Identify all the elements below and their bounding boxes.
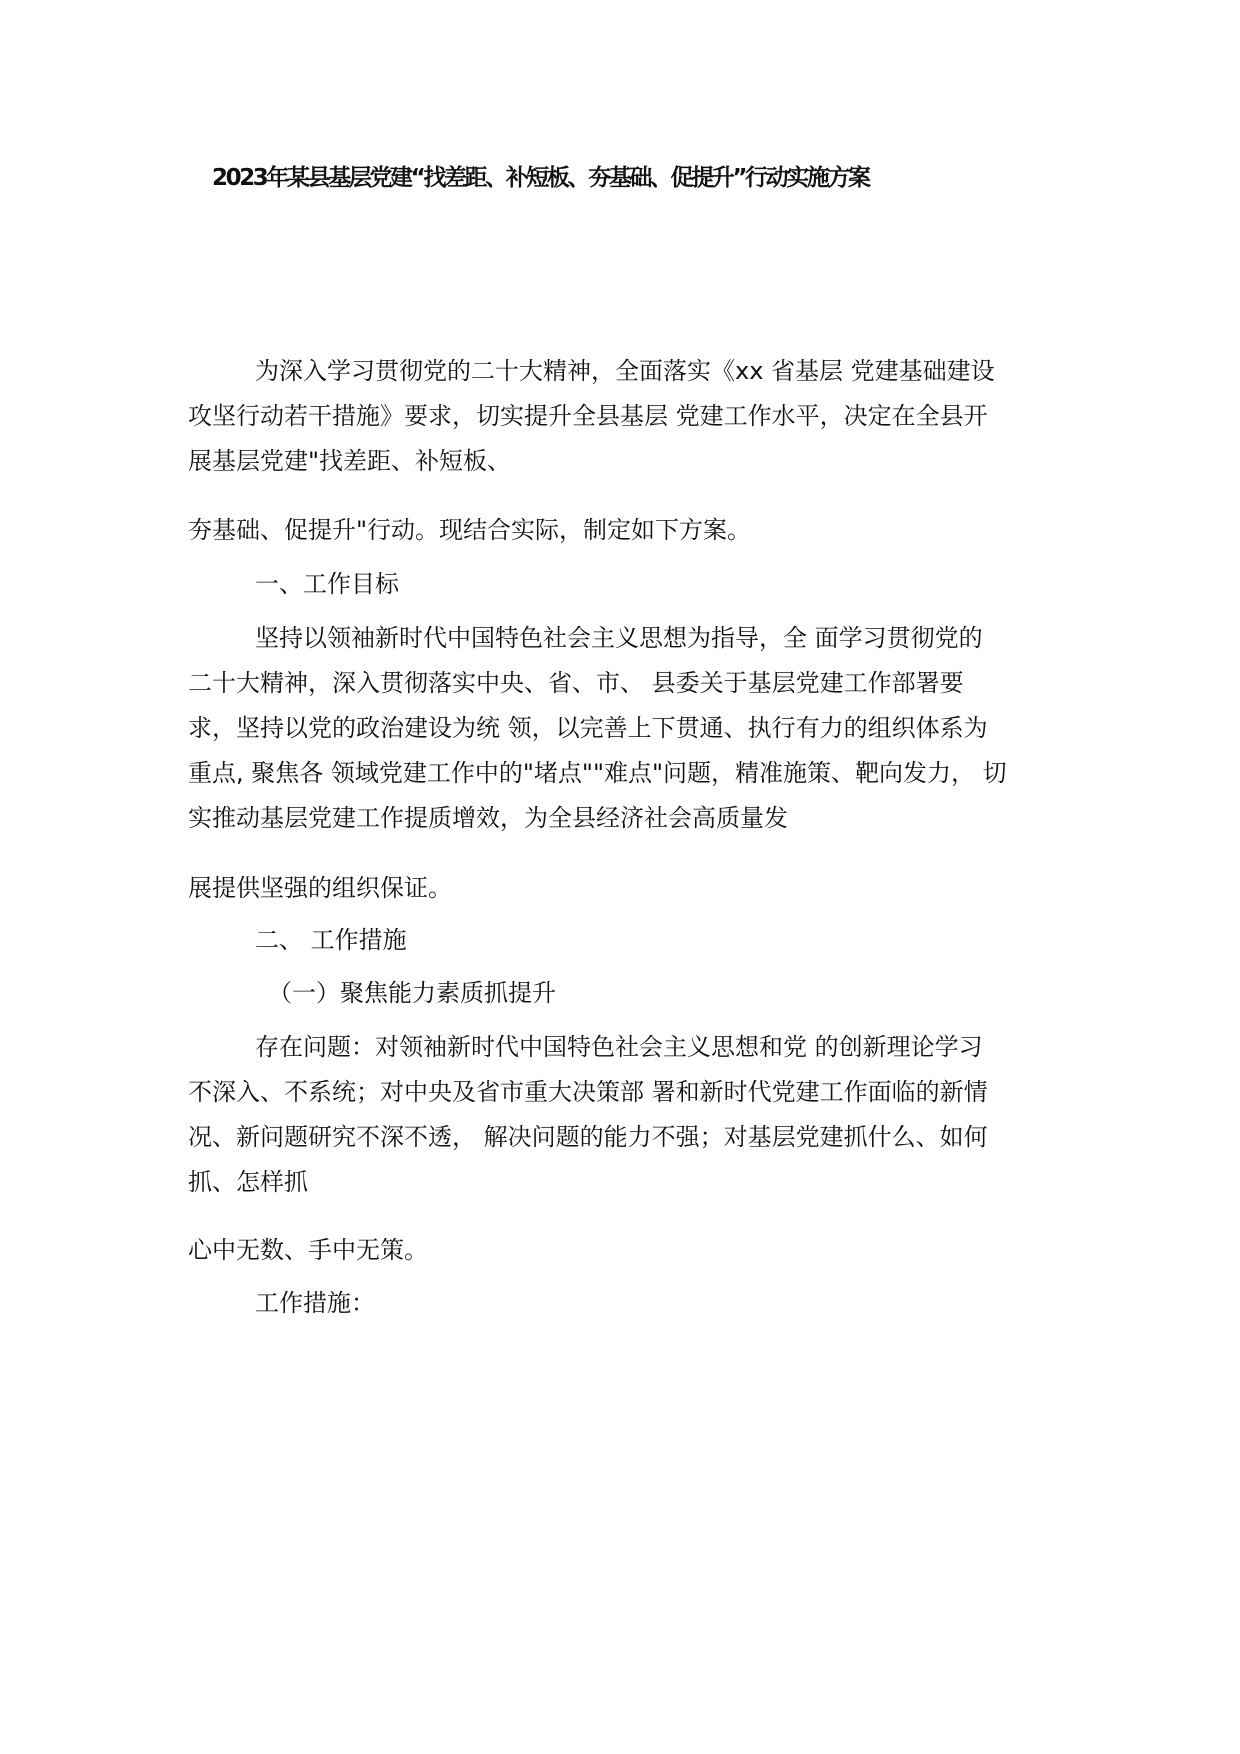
paragraph-line: 况、新问题研究不深不透， 解决问题的能力不强；对基层党建抓什么、如何 <box>188 1123 988 1151</box>
paragraph-line: 为深入学习贯彻党的二十大精神，全面落实《xx 省基层 党建基础建设 <box>255 357 995 385</box>
paragraph-line: 存在问题：对领袖新时代中国特色社会主义思想和党 的创新理论学习 <box>255 1033 983 1061</box>
paragraph-line: 实推动基层党建工作提质增效，为全县经济社会高质量发 <box>188 804 788 832</box>
paragraph-line: 重点, 聚焦各 领域党建工作中的"堵点""难点"问题，精准施策、靶向发力， 切 <box>188 759 1007 787</box>
paragraph-line: 工作措施： <box>255 1289 375 1317</box>
paragraph-line: 求，坚持以党的政治建设为统 领，以完善上下贯通、执行有力的组织体系为 <box>188 714 988 742</box>
paragraph-line: 抓、怎样抓 <box>188 1168 308 1196</box>
paragraph-line: 心中无数、手中无策。 <box>188 1236 428 1264</box>
section-heading: 一、工作目标 <box>255 570 399 598</box>
document-title: 2023年某县基层党建“找差距、补短板、夯基础、促提升”行动实施方案 <box>212 165 869 191</box>
paragraph-line: 夯基础、促提升"行动。现结合实际，制定如下方案。 <box>188 516 752 544</box>
subsection-heading: （一）聚焦能力素质抓提升 <box>268 979 556 1007</box>
paragraph-line: 攻坚行动若干措施》要求，切实提升全县基层 党建工作水平，决定在全县开 <box>188 402 988 430</box>
paragraph-line: 二十大精神，深入贯彻落实中央、省、市、 县委关于基层党建工作部署要 <box>188 669 964 697</box>
section-heading: 二、 工作措施 <box>255 926 407 954</box>
paragraph-line: 展提供坚强的组织保证。 <box>188 874 452 902</box>
paragraph-line: 展基层党建"找差距、补短板、 <box>188 447 512 475</box>
paragraph-line: 不深入、不系统；对中央及省市重大决策部 署和新时代党建工作面临的新情 <box>188 1078 988 1106</box>
paragraph-line: 坚持以领袖新时代中国特色社会主义思想为指导，全 面学习贯彻党的 <box>255 624 983 652</box>
